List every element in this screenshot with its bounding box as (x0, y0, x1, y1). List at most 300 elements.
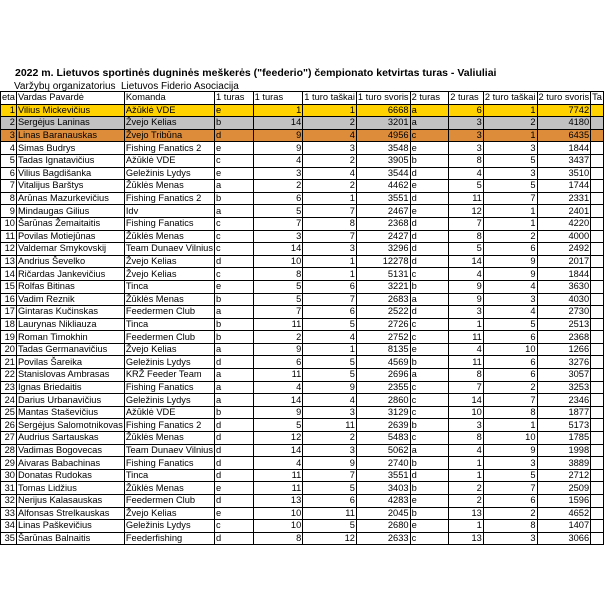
table-cell: 18 (1, 318, 17, 331)
table-cell: 2 (483, 381, 537, 394)
table-cell: 7 (253, 306, 303, 319)
table-row (1, 280, 604, 293)
table-cell: b (215, 117, 254, 130)
results-table (0, 91, 604, 545)
table-header-row (1, 92, 604, 105)
table-cell: e (215, 280, 254, 293)
table-cell: c (215, 154, 254, 167)
table-cell: Fishing Fanatics 2 (124, 142, 214, 155)
table-cell: Vilius Bagdišanka (16, 167, 124, 180)
table-cell (591, 117, 604, 130)
table-cell: d (215, 532, 254, 545)
table-cell: 3 (449, 117, 484, 130)
table-cell: 2633 (356, 532, 410, 545)
column-header: 2 turas (410, 92, 449, 105)
table-cell (591, 406, 604, 419)
table-cell: a (410, 104, 449, 117)
table-cell: 7 (303, 293, 357, 306)
table-cell: 1 (483, 129, 537, 142)
table-cell: 14 (449, 255, 484, 268)
table-row (1, 154, 604, 167)
table-cell: 2 (449, 495, 484, 508)
table-cell: 13 (253, 495, 303, 508)
table-cell: 23 (1, 381, 17, 394)
table-cell: 3 (449, 419, 484, 432)
table-cell: 14 (253, 243, 303, 256)
table-cell: 2639 (356, 419, 410, 432)
table-cell: Žvejo Tribūna (124, 129, 214, 142)
table-cell: 2683 (356, 293, 410, 306)
table-row (1, 432, 604, 445)
table-cell: 1 (1, 104, 17, 117)
table-cell: 12 (253, 432, 303, 445)
table-cell: 3551 (356, 469, 410, 482)
table-cell (591, 192, 604, 205)
table-cell: Žūklės Menas (124, 432, 214, 445)
table-cell: Geležinis Lydys (124, 394, 214, 407)
table-cell (591, 104, 604, 117)
table-cell: 7742 (537, 104, 591, 117)
table-cell: 9 (253, 343, 303, 356)
table-cell: d (410, 243, 449, 256)
table-cell: Tinca (124, 280, 214, 293)
table-cell: 9 (449, 293, 484, 306)
table-cell: 5 (303, 482, 357, 495)
table-cell: d (410, 469, 449, 482)
table-cell: c (410, 406, 449, 419)
table-cell: b (410, 507, 449, 520)
table-cell: 1744 (537, 180, 591, 193)
table-cell: 2509 (537, 482, 591, 495)
table-cell: 6 (483, 243, 537, 256)
table-cell: b (410, 154, 449, 167)
table-cell: 6 (483, 356, 537, 369)
table-cell: 27 (1, 432, 17, 445)
table-cell: 3129 (356, 406, 410, 419)
table-cell: c (215, 243, 254, 256)
table-cell: 1266 (537, 343, 591, 356)
table-cell: 1998 (537, 444, 591, 457)
table-cell: 3057 (537, 369, 591, 382)
table-cell: Arūnas Mazurkevičius (16, 192, 124, 205)
table-cell: Ignas Briedaitis (16, 381, 124, 394)
table-cell: 8 (1, 192, 17, 205)
table-cell: 4 (483, 306, 537, 319)
table-cell: 3889 (537, 457, 591, 470)
table-cell: Žvejo Kelias (124, 255, 214, 268)
table-cell: c (215, 520, 254, 533)
table-cell: b (410, 457, 449, 470)
table-row (1, 406, 604, 419)
table-cell: 2017 (537, 255, 591, 268)
table-cell: 2696 (356, 369, 410, 382)
table-cell: 32 (1, 495, 17, 508)
table-cell: 3630 (537, 280, 591, 293)
table-cell: Aivaras Babachinas (16, 457, 124, 470)
table-cell: 10 (253, 520, 303, 533)
table-cell: 3 (449, 306, 484, 319)
table-cell: d (215, 419, 254, 432)
table-row (1, 507, 604, 520)
table-cell: Žūklės Menas (124, 230, 214, 243)
table-row (1, 331, 604, 344)
table-cell (591, 432, 604, 445)
table-cell: a (215, 381, 254, 394)
table-cell: 21 (1, 356, 17, 369)
table-row (1, 457, 604, 470)
table-cell: a (410, 117, 449, 130)
table-cell: e (410, 205, 449, 218)
table-cell: a (215, 394, 254, 407)
table-cell (591, 369, 604, 382)
table-cell: 2492 (537, 243, 591, 256)
table-row (1, 469, 604, 482)
table-cell: 11 (253, 482, 303, 495)
table-cell: 33 (1, 507, 17, 520)
table-cell: 3 (303, 142, 357, 155)
table-cell: 2752 (356, 331, 410, 344)
table-cell: d (410, 217, 449, 230)
table-cell: Audrius Sartauskas (16, 432, 124, 445)
table-cell: 7 (483, 482, 537, 495)
table-cell: d (215, 432, 254, 445)
table-row (1, 180, 604, 193)
table-cell: 2045 (356, 507, 410, 520)
table-cell: 4 (483, 280, 537, 293)
table-cell: 3 (483, 167, 537, 180)
table-cell: 7 (449, 381, 484, 394)
table-cell (591, 381, 604, 394)
table-row (1, 306, 604, 319)
column-header: 1 turas (215, 92, 254, 105)
table-cell: 3 (303, 406, 357, 419)
table-cell: Donatas Rudokas (16, 469, 124, 482)
table-cell: 14 (253, 117, 303, 130)
table-cell: 2368 (356, 217, 410, 230)
table-cell: 2355 (356, 381, 410, 394)
table-cell: 1844 (537, 268, 591, 281)
table-cell: 6 (253, 192, 303, 205)
table-cell: 9 (303, 381, 357, 394)
table-cell: c (410, 432, 449, 445)
table-cell: 31 (1, 482, 17, 495)
table-cell: 4220 (537, 217, 591, 230)
table-cell (591, 180, 604, 193)
table-cell (591, 268, 604, 281)
table-cell: 11 (303, 507, 357, 520)
table-cell (591, 217, 604, 230)
table-cell (591, 532, 604, 545)
table-cell: 9 (483, 268, 537, 281)
table-cell: c (410, 394, 449, 407)
table-cell: 4 (253, 381, 303, 394)
table-cell: Žvejo Kelias (124, 507, 214, 520)
table-cell: 5 (483, 180, 537, 193)
table-cell: Ažūklė VDE (124, 154, 214, 167)
table-cell: 7 (483, 394, 537, 407)
table-cell: 2860 (356, 394, 410, 407)
table-cell: 1 (449, 318, 484, 331)
table-cell: 6 (303, 280, 357, 293)
table-cell: Tadas Ignatavičius (16, 154, 124, 167)
table-cell: 1 (449, 469, 484, 482)
table-cell: Tinca (124, 469, 214, 482)
table-cell: c (410, 318, 449, 331)
table-cell: 2 (449, 482, 484, 495)
table-cell: Tadas Germanavičius (16, 343, 124, 356)
table-cell: 5 (449, 180, 484, 193)
table-cell: 5 (483, 154, 537, 167)
table-cell: e (215, 507, 254, 520)
table-cell: Sergėjus Laninas (16, 117, 124, 130)
table-cell: Roman Timokhin (16, 331, 124, 344)
table-cell: 2346 (537, 394, 591, 407)
table-cell: 2 (253, 180, 303, 193)
table-cell: Šarūnas Balnaitis (16, 532, 124, 545)
table-cell (591, 457, 604, 470)
table-cell: 1877 (537, 406, 591, 419)
table-cell: 2 (483, 507, 537, 520)
table-cell: 4000 (537, 230, 591, 243)
table-cell: 19 (1, 331, 17, 344)
table-cell: 1 (253, 104, 303, 117)
table-cell: 13 (449, 532, 484, 545)
table-cell: 1 (303, 268, 357, 281)
table-cell: 4 (253, 154, 303, 167)
table-cell: 8 (449, 154, 484, 167)
table-cell: 22 (1, 369, 17, 382)
table-cell: 6 (483, 331, 537, 344)
table-cell: 15 (1, 280, 17, 293)
table-cell: 11 (303, 419, 357, 432)
table-cell: 25 (1, 406, 17, 419)
table-cell: 6 (253, 356, 303, 369)
table-cell: 5 (253, 293, 303, 306)
table-cell: 2522 (356, 306, 410, 319)
table-cell: Povilas Motiejūnas (16, 230, 124, 243)
table-cell: 11 (449, 331, 484, 344)
table-row (1, 520, 604, 533)
table-cell: Geležinis Lydys (124, 356, 214, 369)
table-cell: 5131 (356, 268, 410, 281)
table-cell: b (410, 482, 449, 495)
table-cell: 8 (449, 432, 484, 445)
table-row (1, 293, 604, 306)
table-cell: d (215, 255, 254, 268)
table-cell: e (410, 343, 449, 356)
table-cell: Mantas Staševičius (16, 406, 124, 419)
table-row (1, 255, 604, 268)
table-cell (591, 306, 604, 319)
table-cell: b (410, 419, 449, 432)
table-cell (591, 495, 604, 508)
table-cell: 1 (449, 520, 484, 533)
table-cell: 3 (449, 129, 484, 142)
table-cell: 8 (449, 369, 484, 382)
table-cell: 14 (253, 444, 303, 457)
table-cell: 3 (253, 230, 303, 243)
table-cell: Ažūklė VDE (124, 104, 214, 117)
table-cell: Team Dunaev Vilnius (125, 243, 214, 254)
table-cell (591, 394, 604, 407)
table-cell: 16 (1, 293, 17, 306)
table-cell: 34 (1, 520, 17, 533)
table-row (1, 205, 604, 218)
table-cell: 5 (303, 520, 357, 533)
page-title: 2022 m. Lietuvos sportinės dugninės meškerės ("feederio") čempionato ketvirtas turas - Valiuliai (15, 67, 497, 79)
table-cell: 17 (1, 306, 17, 319)
table-cell: d (215, 129, 254, 142)
table-cell: 2 (303, 432, 357, 445)
table-cell: Stanislovas Ambrasas (16, 369, 124, 382)
column-header: 1 turo taškai (304, 92, 355, 103)
table-cell: Idv (124, 205, 214, 218)
table-row (1, 142, 604, 155)
table-cell: 2 (303, 117, 357, 130)
table-cell: 35 (1, 532, 17, 545)
table-row (1, 381, 604, 394)
table-cell: 4 (303, 129, 357, 142)
table-cell: Žvejo Kelias (124, 268, 214, 281)
table-cell: 2 (303, 154, 357, 167)
table-cell: d (215, 469, 254, 482)
table-cell: d (215, 457, 254, 470)
table-row (1, 217, 604, 230)
table-cell: 3403 (356, 482, 410, 495)
table-cell: 6 (483, 495, 537, 508)
table-cell (591, 142, 604, 155)
table-cell: 13 (449, 507, 484, 520)
table-cell: 10 (1, 217, 17, 230)
table-cell: 4180 (537, 117, 591, 130)
table-cell: d (215, 495, 254, 508)
table-row (1, 117, 604, 130)
table-cell: 4652 (537, 507, 591, 520)
table-cell: 5 (1, 154, 17, 167)
table-cell: Feedermen Club (124, 306, 214, 319)
table-cell: Fishing Fanatics (124, 457, 214, 470)
table-cell: d (215, 356, 254, 369)
table-cell: 8135 (356, 343, 410, 356)
table-cell: 4 (303, 167, 357, 180)
table-cell (591, 280, 604, 293)
table-cell: 4 (449, 343, 484, 356)
table-cell: Rolfas Bitinas (16, 280, 124, 293)
table-row (1, 419, 604, 432)
table-cell: 28 (1, 444, 17, 457)
table-cell: 4 (253, 457, 303, 470)
table-cell: Geležinis Lydys (124, 520, 214, 533)
table-cell: 9 (253, 129, 303, 142)
table-cell: 7 (449, 217, 484, 230)
table-cell: 1 (303, 343, 357, 356)
table-cell: e (215, 104, 254, 117)
table-cell: Mindaugas Gilius (16, 205, 124, 218)
table-cell: 3551 (356, 192, 410, 205)
table-cell (591, 318, 604, 331)
table-row (1, 104, 604, 117)
table-cell: 3 (483, 532, 537, 545)
table-cell: Vadim Reznik (16, 293, 124, 306)
table-cell: 2730 (537, 306, 591, 319)
table-cell: 7 (253, 217, 303, 230)
table-row (1, 230, 604, 243)
table-cell: 30 (1, 469, 17, 482)
table-cell: 2427 (356, 230, 410, 243)
table-cell: 9 (1, 205, 17, 218)
table-cell: 3905 (356, 154, 410, 167)
table-cell: c (215, 217, 254, 230)
table-row (1, 495, 604, 508)
table-cell: d (410, 192, 449, 205)
table-cell: 6 (483, 369, 537, 382)
table-cell: 2368 (537, 331, 591, 344)
table-cell: Žvejo Kelias (124, 117, 214, 130)
table-cell: 6 (303, 306, 357, 319)
table-cell: Ažūklė VDE (124, 406, 214, 419)
table-cell (591, 293, 604, 306)
table-cell: Vilius Mickevičius (16, 104, 124, 117)
table-cell: 5 (483, 469, 537, 482)
table-cell: Darius Urbanavičius (16, 394, 124, 407)
table-cell: 1 (303, 104, 357, 117)
table-cell: Linas Paškevičius (16, 520, 124, 533)
table-cell: 2740 (356, 457, 410, 470)
table-cell: 6 (303, 495, 357, 508)
table-cell: 1 (483, 205, 537, 218)
table-cell: 1 (449, 457, 484, 470)
table-cell (591, 167, 604, 180)
table-cell: a (410, 293, 449, 306)
table-row (1, 343, 604, 356)
table-cell: 5483 (356, 432, 410, 445)
table-cell: Žvejo Kelias (124, 343, 214, 356)
table-row (1, 129, 604, 142)
table-cell: 5 (449, 243, 484, 256)
table-cell: e (410, 520, 449, 533)
table-cell: 9 (253, 142, 303, 155)
table-cell: 4283 (356, 495, 410, 508)
table-cell: 13 (1, 255, 17, 268)
table-cell: Povilas Šareika (16, 356, 124, 369)
table-cell: 26 (1, 419, 17, 432)
table-cell: Sergėjus Salomotnikovas (17, 419, 123, 430)
table-cell: 4 (449, 444, 484, 457)
table-cell: 4569 (356, 356, 410, 369)
column-header: 1 turo svoris (357, 92, 409, 103)
table-cell: Žūklės Menas (124, 180, 214, 193)
table-cell: Feederfishing (124, 532, 214, 545)
table-cell: 5 (303, 356, 357, 369)
table-cell: c (410, 381, 449, 394)
table-cell: Team Dunaev Vilnius (125, 444, 214, 455)
table-cell: 5 (303, 369, 357, 382)
table-row (1, 482, 604, 495)
table-cell (591, 469, 604, 482)
table-cell (591, 243, 604, 256)
table-cell: b (215, 331, 254, 344)
table-cell: 2331 (537, 192, 591, 205)
column-header: Vardas Pavardė (16, 92, 124, 105)
table-cell: 1 (303, 255, 357, 268)
table-cell: 10 (253, 255, 303, 268)
table-cell: 1407 (537, 520, 591, 533)
table-cell: 3544 (356, 167, 410, 180)
table-cell: a (410, 369, 449, 382)
table-row (1, 268, 604, 281)
table-cell: 1785 (537, 432, 591, 445)
table-cell: 10 (253, 507, 303, 520)
